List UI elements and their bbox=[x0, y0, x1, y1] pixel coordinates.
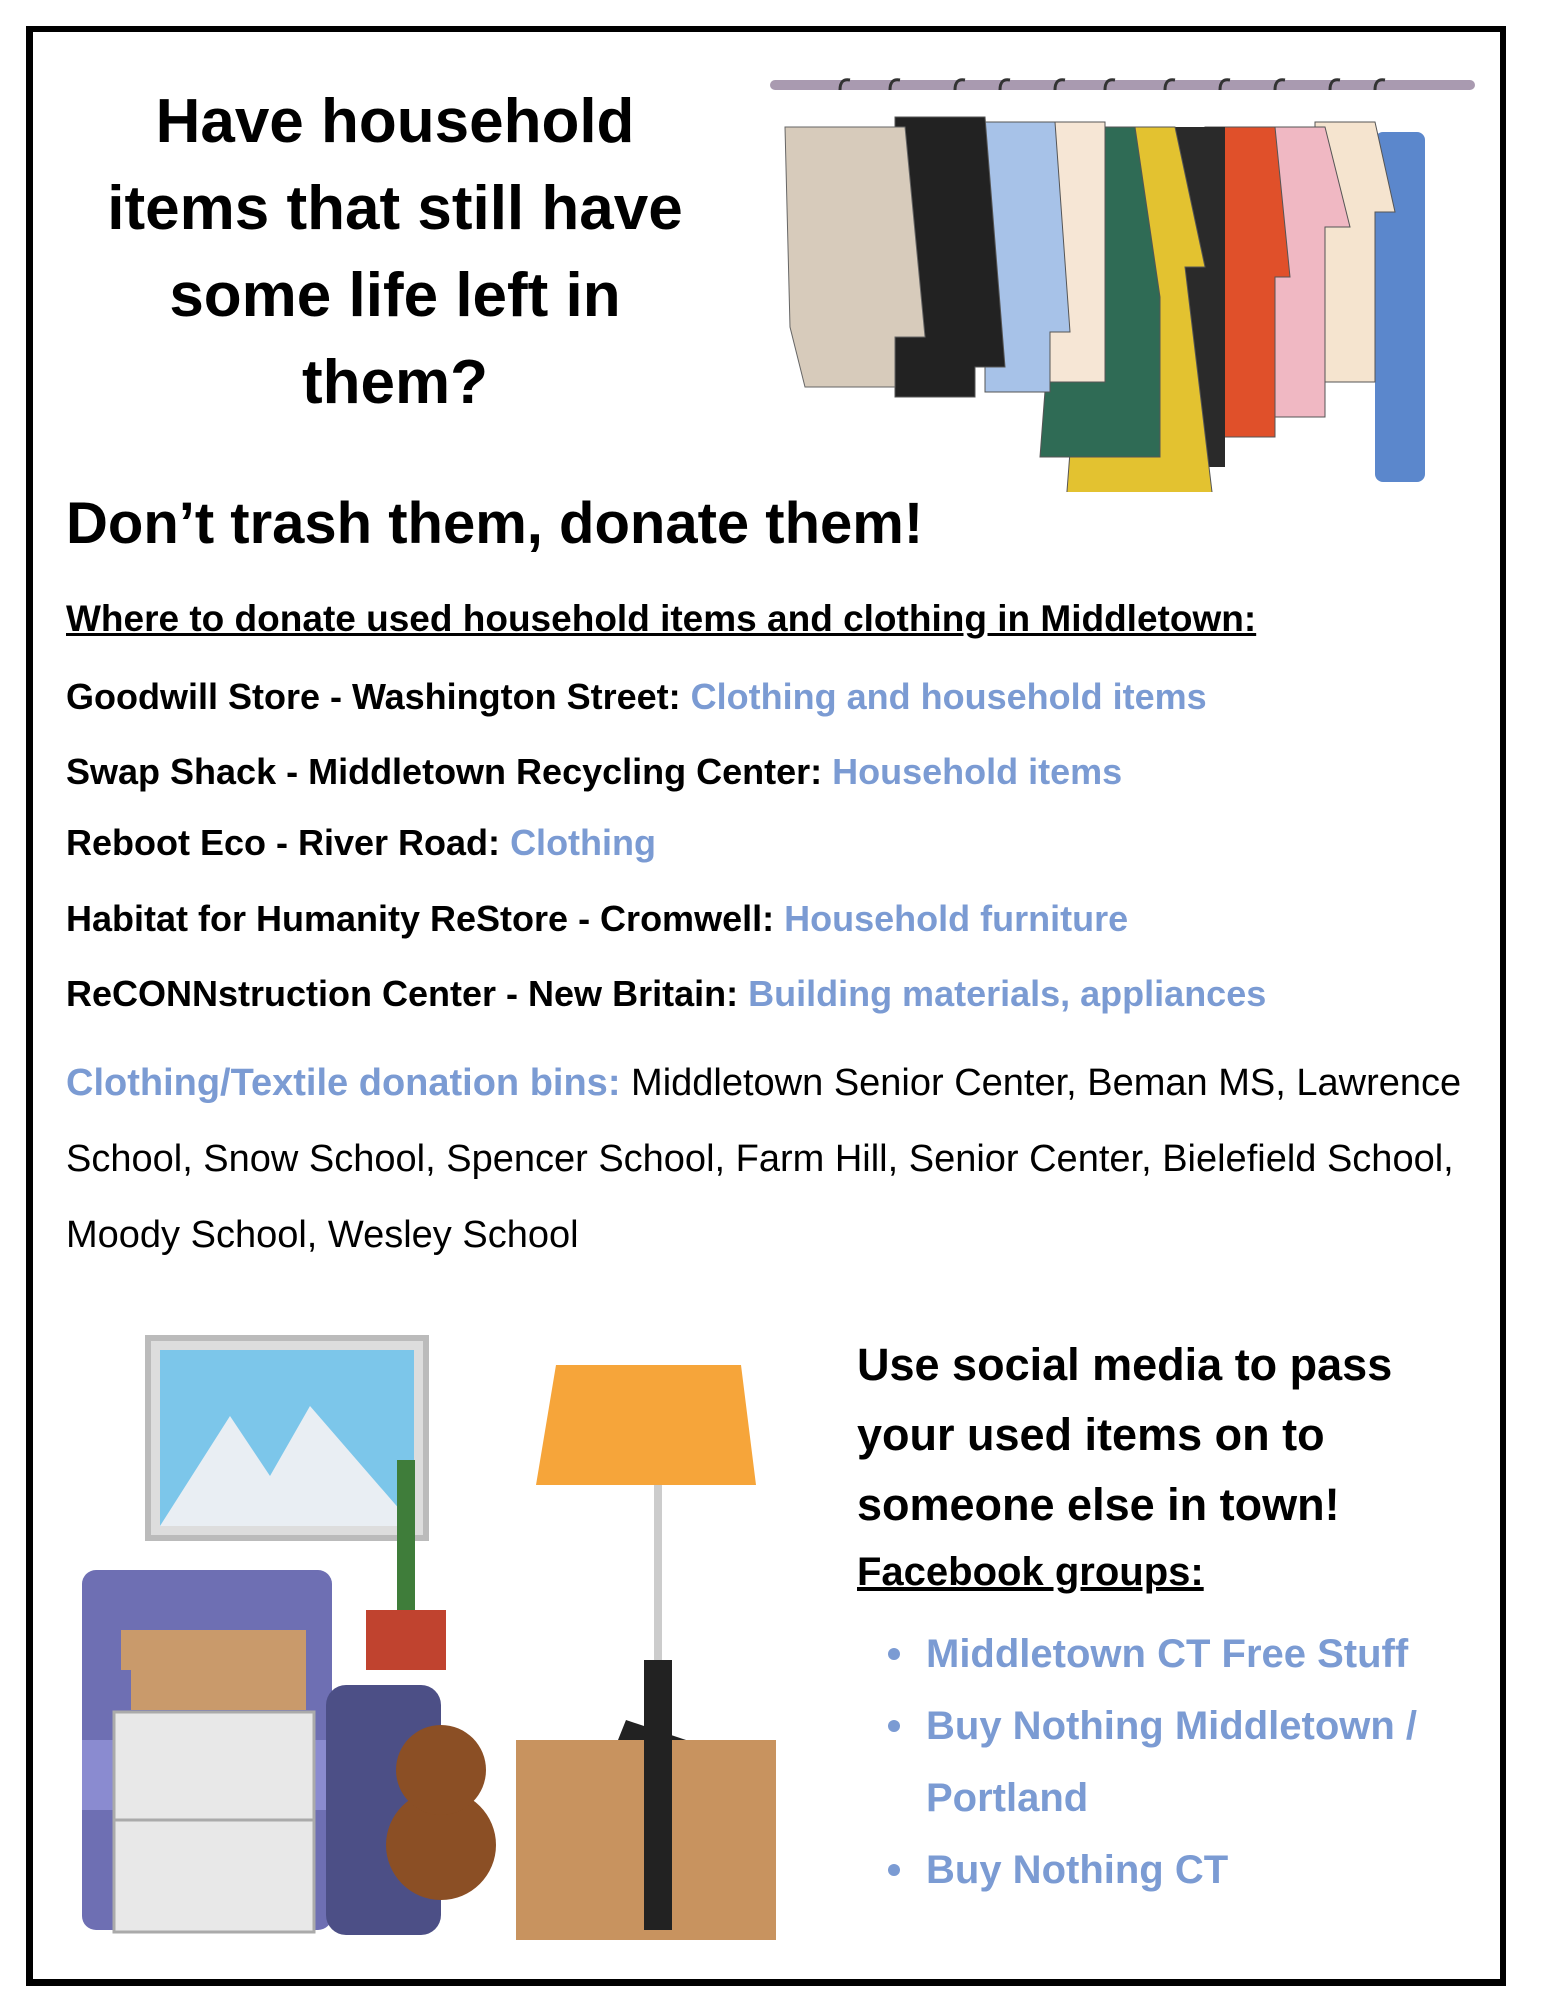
household-items-illustration bbox=[76, 1330, 801, 1945]
location-items: Household items bbox=[832, 751, 1123, 792]
bullet-icon bbox=[888, 1720, 900, 1732]
group-name: Buy Nothing Middletown / Portland bbox=[926, 1704, 1418, 1820]
location-name: ReCONNstruction Center - New Britain: bbox=[66, 973, 739, 1014]
slogan: Don’t trash them, donate them! bbox=[66, 491, 924, 556]
facebook-group-item[interactable] bbox=[880, 1618, 1480, 1690]
clothing-rack-illustration bbox=[755, 72, 1480, 492]
headline-line: them? bbox=[302, 348, 488, 417]
location-items: Building materials, appliances bbox=[748, 973, 1267, 1014]
donation-bins bbox=[66, 1045, 1466, 1273]
location-items: Clothing and household items bbox=[690, 676, 1207, 717]
bins-locations: Middletown Senior Center, Beman MS, Lawrence School, Snow School, Spencer School, Farm Hill, Senior Center, Bielefield School, Moody School, Wesley School bbox=[66, 1062, 1462, 1256]
headline-line: items that still have bbox=[107, 174, 683, 243]
bullet-icon bbox=[888, 1864, 900, 1876]
bins-label: Clothing/Textile donation bins: bbox=[66, 1062, 621, 1104]
location-row bbox=[66, 973, 1266, 1015]
location-row bbox=[66, 898, 1128, 940]
headline bbox=[70, 78, 720, 426]
facebook-group-item[interactable] bbox=[880, 1834, 1480, 1906]
location-name: Goodwill Store - Washington Street: bbox=[66, 676, 681, 717]
location-name: Swap Shack - Middletown Recycling Center: bbox=[66, 751, 823, 792]
location-name: Reboot Eco - River Road: bbox=[66, 822, 501, 863]
facebook-group-item[interactable] bbox=[880, 1690, 1480, 1834]
location-items: Clothing bbox=[510, 822, 657, 863]
bullet-icon bbox=[888, 1648, 900, 1660]
social-media-text: Use social media to pass your used items on to someone else in town! bbox=[857, 1339, 1393, 1530]
facebook-groups-list bbox=[880, 1618, 1480, 1906]
group-name: Buy Nothing CT bbox=[926, 1848, 1229, 1892]
group-name: Middletown CT Free Stuff bbox=[926, 1632, 1409, 1676]
where-heading: Where to donate used household items and clothing in Middletown: bbox=[66, 598, 1257, 639]
facebook-groups-heading: Facebook groups: bbox=[857, 1550, 1204, 1594]
location-items: Household furniture bbox=[784, 898, 1129, 939]
location-row bbox=[66, 751, 1122, 793]
location-row bbox=[66, 676, 1207, 718]
location-name: Habitat for Humanity ReStore - Cromwell: bbox=[66, 898, 775, 939]
location-row bbox=[66, 822, 656, 864]
headline-line: Have household bbox=[155, 87, 635, 156]
headline-line: some life left in bbox=[169, 261, 621, 330]
